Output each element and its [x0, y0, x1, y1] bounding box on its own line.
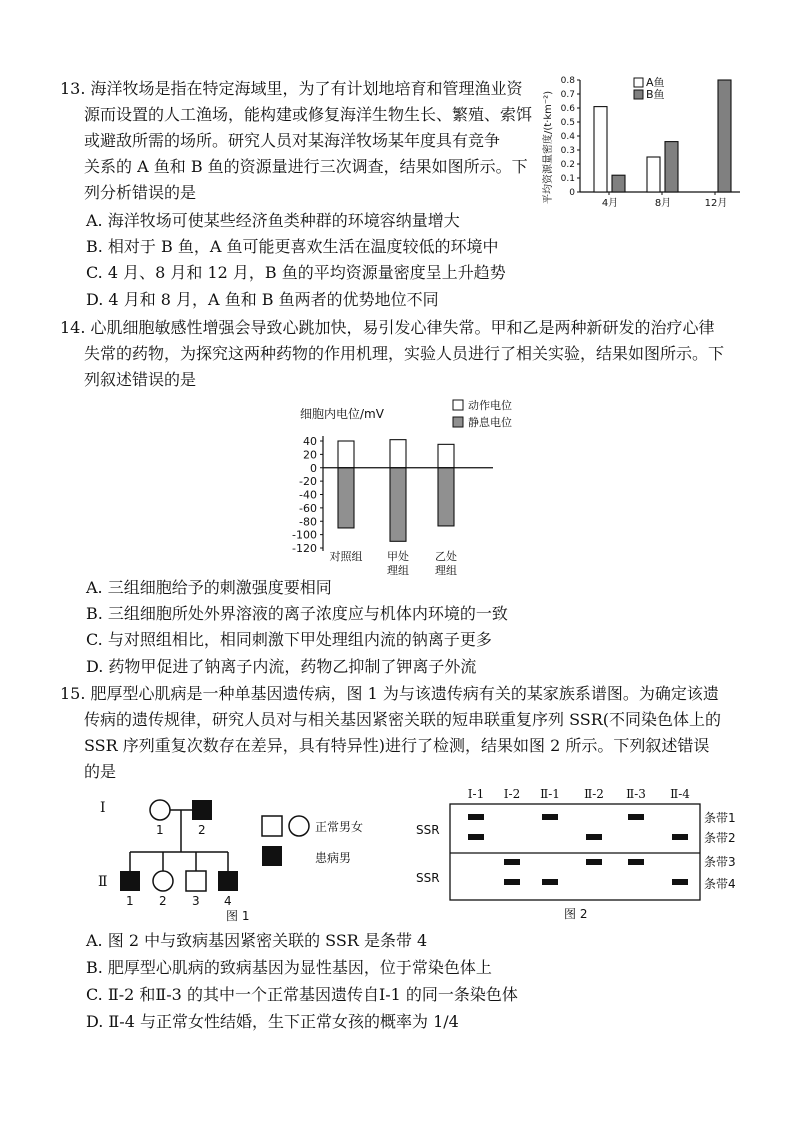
pedigree-figure	[90, 788, 390, 928]
chart2-category-label: 理组	[435, 564, 457, 576]
q15-line-4: 的是	[84, 762, 117, 781]
chart2-bar-动作电位-对照组	[338, 441, 354, 468]
q15-line-1: 15. 肥厚型心肌病是一种单基因遗传病，图 1 为与该遗传病有关的某家族系谱图。为确定该遗	[60, 684, 719, 703]
legend-a-swatch	[634, 78, 643, 87]
chart1-bar-B鱼-8月	[665, 142, 678, 192]
legend-action-swatch	[453, 400, 463, 410]
q13-option-c: C. 4 月、8 月和 12 月，B 鱼的平均资源量密度呈上升趋势	[86, 263, 506, 282]
chart2-ytick-label: 0	[310, 461, 317, 475]
q13-line-2: 源而设置的人工渔场，能构建或修复海洋生物生长、繁殖、索饵	[84, 105, 533, 124]
ssr-band4-mark	[672, 879, 688, 885]
id-II-2: 2	[159, 894, 167, 908]
chart1-bar-A鱼-4月	[594, 107, 607, 192]
chart1-bar-A鱼-8月	[647, 157, 660, 192]
chart1-category-label: 8月	[654, 198, 672, 209]
legend-resting-label: 静息电位	[468, 416, 512, 429]
individual-I-1	[150, 800, 170, 820]
ssr-band1-mark	[468, 814, 484, 820]
chart1-ytick-label: 0.6	[560, 104, 575, 114]
q15-option-a: A. 图 2 中与致病基因紧密关联的 SSR 是条带 4	[86, 931, 428, 950]
chart1-ylabel: 平均资源量密度/(t·km⁻²)	[543, 90, 554, 204]
individual-II-4	[218, 871, 238, 891]
ssr-band1-mark	[628, 814, 644, 820]
ssr-band2-mark	[672, 834, 688, 840]
chart1-ytick-label: 0.1	[560, 174, 575, 184]
q15-line-2: 传病的遗传规律，研究人员对与相关基因紧密关联的短串联重复序列 SSR(不同染色体上的	[84, 710, 722, 729]
chart1-ytick-label: 0.8	[560, 76, 575, 86]
q13-line-1: 13. 海洋牧场是指在特定海域里，为了有计划地培育和管理渔业资	[60, 79, 523, 98]
legend-affected-label: 患病男	[315, 851, 352, 865]
id-II-3: 3	[192, 894, 200, 908]
ssr-column-label: Ⅰ-1	[467, 787, 485, 801]
chart2-ytick-label: 20	[303, 448, 317, 462]
legend-normal-label: 正常男女	[315, 820, 364, 834]
q14-line-2: 失常的药物，为探究这两种药物的作用机理，实验人员进行了相关实验，结果如图所示。下	[84, 344, 725, 363]
ssr-row-label-1: SSR	[416, 823, 440, 837]
ssr-band2-mark	[586, 834, 602, 840]
band-label-4: 条带4	[704, 877, 736, 891]
band-label-1: 条带1	[704, 811, 736, 825]
q13-option-d: D. 4 月和 8 月，A 鱼和 B 鱼两者的优势地位不同	[86, 290, 439, 309]
legend-normal-female	[289, 816, 309, 836]
gel-frame	[450, 804, 700, 900]
id-II-1: 1	[126, 894, 134, 908]
q13-line-4: 关系的 A 鱼和 B 鱼的资源量进行三次调查，结果如图所示。下	[84, 157, 528, 176]
chart1-category-label: 4月	[601, 198, 619, 209]
individual-II-3	[186, 871, 206, 891]
chart1-bar-B鱼-12月	[718, 80, 731, 192]
chart2-ytick-label: -120	[292, 542, 317, 555]
id-I-1: 1	[156, 823, 164, 837]
chart2-bar-动作电位-甲处理组	[390, 440, 406, 468]
ssr-band3-mark	[586, 859, 602, 865]
chart2-ytick-label: -20	[299, 475, 317, 489]
legend-resting-swatch	[453, 417, 463, 427]
ssr-column-label: Ⅱ-4	[670, 787, 690, 801]
individual-II-1	[120, 871, 140, 891]
chart1-ytick-label: 0	[569, 188, 575, 198]
q13-line-5: 列分析错误的是	[84, 183, 197, 202]
q14-option-a: A. 三组细胞给予的刺激强度要相同	[86, 578, 332, 597]
q14-line-1: 14. 心肌细胞敏感性增强会导致心跳加快，易引发心律失常。甲和乙是两种新研发的治疗心律	[60, 318, 715, 337]
chart2-ylabel: 细胞内电位/mV	[300, 407, 384, 421]
ssr-column-label: Ⅰ-2	[503, 787, 521, 801]
legend-action-label: 动作电位	[468, 399, 512, 412]
legend-b-swatch	[634, 90, 643, 99]
id-II-4: 4	[224, 894, 232, 908]
ssr-band3-mark	[628, 859, 644, 865]
chart2-category-label: 理组	[387, 564, 409, 576]
chart2-ytick-label: -80	[299, 515, 317, 529]
chart2-ytick-label: 40	[303, 435, 317, 448]
chart1-ytick-label: 0.7	[560, 90, 575, 100]
ssr-band3-mark	[504, 859, 520, 865]
ssr-gel-figure	[410, 784, 755, 924]
chart2-category-label: 对照组	[329, 550, 363, 563]
ssr-band1-mark	[542, 814, 558, 820]
ssr-band4-mark	[542, 879, 558, 885]
q14-option-c: C. 与对照组相比，相同刺激下甲处理组内流的钠离子更多	[86, 630, 492, 649]
chart1-category-label: 12月	[704, 198, 728, 209]
q14-option-b: B. 三组细胞所处外界溶液的离子浓度应与机体内环境的一致	[86, 604, 508, 623]
chart2-category-label: 甲处	[387, 550, 409, 563]
q14-line-3: 列叙述错误的是	[84, 370, 197, 389]
legend-b-label: B鱼	[646, 88, 665, 101]
individual-I-2	[192, 800, 212, 820]
chart1-ytick-label: 0.5	[560, 118, 575, 128]
q15-option-b: B. 肥厚型心肌病的致病基因为显性基因，位于常染色体上	[86, 958, 492, 977]
chart2-ytick-label: -100	[292, 528, 317, 542]
chart2-ytick-label: -60	[299, 501, 317, 515]
chart2-bar-静息电位-乙处理组	[438, 468, 454, 526]
chart1-ytick-label: 0.4	[560, 132, 575, 142]
q15-line-3: SSR 序列重复次数存在差异，具有特异性)进行了检测，结果如图 2 所示。下列叙述错误	[84, 736, 710, 755]
chart2-bar-静息电位-对照组	[338, 468, 354, 528]
ssr-column-label: Ⅱ-3	[626, 787, 646, 801]
q15-option-c: C. Ⅱ-2 和Ⅱ-3 的其中一个正常基因遗传自Ⅰ-1 的同一条染色体	[86, 985, 518, 1004]
legend-affected-male	[262, 846, 282, 866]
band-label-3: 条带3	[704, 855, 736, 869]
chart2-bar-静息电位-甲处理组	[390, 468, 406, 542]
chart1-ytick-label: 0.2	[560, 160, 575, 170]
membrane-potential-chart	[278, 396, 538, 576]
chart2-bar-动作电位-乙处理组	[438, 444, 454, 467]
q15-option-d: D. Ⅱ-4 与正常女性结婚，生下正常女孩的概率为 1/4	[86, 1012, 459, 1031]
ssr-band2-mark	[468, 834, 484, 840]
figure-1-caption: 图 1	[226, 909, 250, 923]
q13-option-b: B. 相对于 B 鱼，A 鱼可能更喜欢生活在温度较低的环境中	[86, 237, 499, 256]
generation-1-label: Ⅰ	[100, 800, 106, 816]
band-label-2: 条带2	[704, 831, 736, 845]
ssr-column-label: Ⅱ-2	[584, 787, 604, 801]
q13-line-3: 或避敌所需的场所。研究人员对某海洋牧场某年度具有竞争	[84, 131, 501, 150]
chart1-ytick-label: 0.3	[560, 146, 575, 156]
id-I-2: 2	[198, 823, 206, 837]
ssr-band4-mark	[504, 879, 520, 885]
legend-a-label: A鱼	[646, 76, 665, 89]
chart2-category-label: 乙处	[435, 550, 457, 563]
ssr-row-label-2: SSR	[416, 871, 440, 885]
generation-2-label: Ⅱ	[98, 874, 108, 890]
ssr-column-label: Ⅱ-1	[540, 787, 560, 801]
chart1-bar-B鱼-4月	[612, 175, 625, 192]
q13-option-a: A. 海洋牧场可使某些经济鱼类种群的环境容纳量增大	[86, 211, 460, 230]
figure-2-caption: 图 2	[564, 907, 588, 921]
fish-density-chart	[540, 66, 760, 216]
q14-option-d: D. 药物甲促进了钠离子内流，药物乙抑制了钾离子外流	[86, 657, 477, 676]
legend-normal-male	[262, 816, 282, 836]
individual-II-2	[153, 871, 173, 891]
chart2-ytick-label: -40	[299, 488, 317, 502]
